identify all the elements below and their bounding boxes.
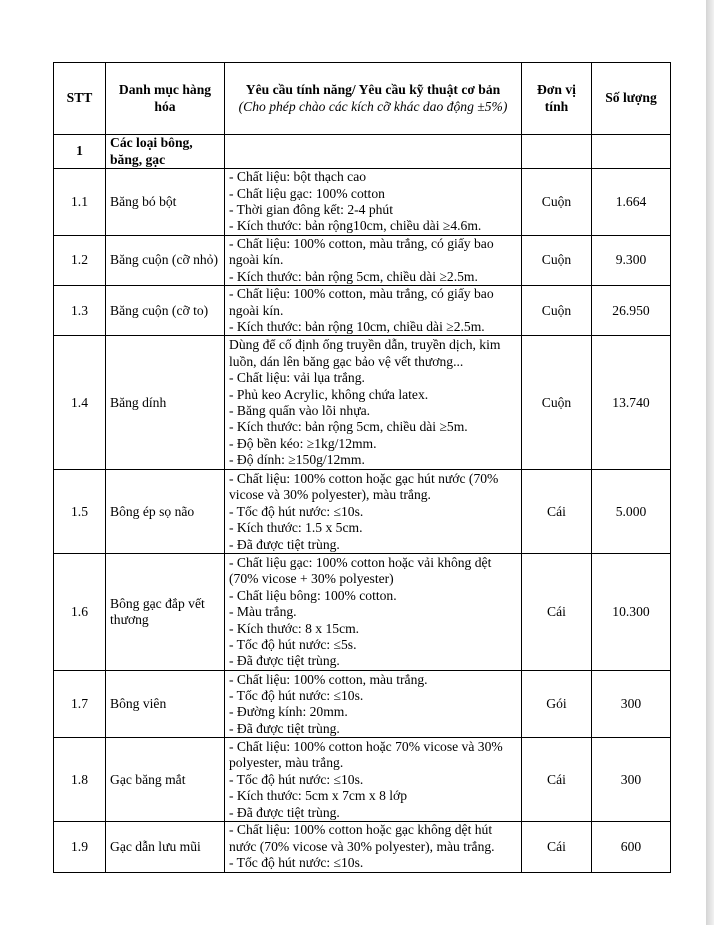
row-stt: 1.7: [54, 671, 106, 738]
row-specs: [225, 336, 522, 470]
spec-line: - Màu trắng.: [229, 604, 297, 620]
spec-line: - Tốc độ hút nước: ≤10s.: [229, 688, 364, 704]
group-qty-empty: [592, 135, 671, 169]
spec-line: - Kích thước: 5cm x 7cm x 8 lớp: [229, 788, 408, 804]
row-item-name: Băng cuộn (cỡ nhỏ): [106, 236, 225, 286]
row-stt: 1.8: [54, 738, 106, 822]
header-category: Danh mục hàng hóa: [106, 63, 225, 135]
table-row: [54, 169, 671, 236]
spec-line: - Chất liệu: 100% cotton hoặc gạc hút nước (70% vicose và 30% polyester), màu trắng.: [229, 470, 499, 503]
row-quantity: 13.740: [592, 336, 671, 470]
row-item-name: Bông viên: [106, 671, 225, 738]
spec-line: - Kích thước: bản rộng 5cm, chiều dài ≥5m.: [229, 419, 468, 435]
table-row: [54, 738, 671, 822]
table-row: [54, 286, 671, 336]
row-specs: [225, 738, 522, 822]
spec-line: - Phủ keo Acrylic, không chứa latex.: [229, 386, 429, 402]
row-unit: Cuộn: [522, 286, 592, 336]
spec-line: - Chất liệu: 100% cotton hoặc gạc không dệt hút nước (70% vicose và 30% polyester), màu trắng.: [229, 822, 495, 854]
row-unit: Cái: [522, 470, 592, 554]
row-specs: [225, 169, 522, 236]
group-unit-empty: [522, 135, 592, 169]
group-name: Các loại bông, băng, gạc: [106, 135, 225, 169]
header-stt: STT: [54, 63, 106, 135]
spec-line: - Chất liệu: bột thạch cao: [229, 169, 367, 185]
row-unit: Cuộn: [522, 169, 592, 236]
spec-line: - Tốc độ hút nước: ≤5s.: [229, 637, 357, 653]
spec-line: - Kích thước: 1.5 x 5cm.: [229, 520, 363, 536]
table-row: [54, 336, 671, 470]
row-stt: 1.4: [54, 336, 106, 470]
spec-line: Dùng để cố định ống truyền dẫn, truyền dịch, kim luồn, dán lên băng gạc bảo vệ vết thương...: [229, 337, 501, 369]
row-item-name: Băng bó bột: [106, 169, 225, 236]
group-stt: 1: [54, 135, 106, 169]
row-quantity: 5.000: [592, 470, 671, 554]
row-specs: [225, 671, 522, 738]
row-quantity: 300: [592, 671, 671, 738]
row-stt: 1.9: [54, 822, 106, 872]
row-stt: 1.5: [54, 470, 106, 554]
table-row: [54, 236, 671, 286]
spec-line: - Đã được tiệt trùng.: [229, 536, 340, 552]
spec-line: - Thời gian đông kết: 2-4 phút: [229, 202, 394, 217]
row-stt: 1.3: [54, 286, 106, 336]
row-quantity: 9.300: [592, 236, 671, 286]
row-unit: Cuộn: [522, 336, 592, 470]
spec-line: - Đã được tiệt trùng.: [229, 720, 340, 736]
row-quantity: 26.950: [592, 286, 671, 336]
row-specs: [225, 470, 522, 554]
row-quantity: 300: [592, 738, 671, 822]
header-quantity: Số lượng: [592, 63, 671, 135]
row-specs: [225, 554, 522, 671]
spec-line: - Chất liệu: vải lụa trắng.: [229, 370, 365, 386]
row-item-name: Băng dính: [106, 336, 225, 470]
spec-line: - Tốc độ hút nước: ≤10s.: [229, 771, 364, 787]
table-row: [54, 671, 671, 738]
row-unit: Cái: [522, 738, 592, 822]
table-header-row: [54, 63, 671, 135]
spec-line: - Tốc độ hút nước: ≤10s.: [229, 503, 364, 519]
row-unit: Cuộn: [522, 236, 592, 286]
row-specs: [225, 286, 522, 336]
row-stt: 1.1: [54, 169, 106, 236]
spec-line: - Chất liệu bông: 100% cotton.: [229, 587, 397, 603]
row-unit: Cái: [522, 554, 592, 671]
page-edge-shadow: [706, 0, 714, 925]
row-item-name: Băng cuộn (cỡ to): [106, 286, 225, 336]
spec-line: - Đã được tiệt trùng.: [229, 653, 340, 669]
spec-line: - Kích thước: 8 x 15cm.: [229, 620, 360, 636]
spec-line: - Độ dính: ≥150g/12mm.: [229, 452, 365, 468]
header-requirements-title: Yêu cầu tính năng/ Yêu cầu kỹ thuật cơ bản: [245, 82, 501, 98]
table-row: [54, 554, 671, 671]
goods-spec-table: [53, 62, 671, 873]
row-unit: Cái: [522, 822, 592, 872]
row-specs: [225, 236, 522, 286]
spec-line: - Đã được tiệt trùng.: [229, 804, 340, 820]
row-unit: Gói: [522, 671, 592, 738]
table-row: [54, 470, 671, 554]
spec-line: - Tốc độ hút nước: ≤10s.: [229, 855, 364, 871]
spec-line: - Chất liệu gạc: 100% cotton hoặc vải không dệt (70% vicose + 30% polyester): [229, 555, 492, 587]
group-row: [54, 135, 671, 169]
row-stt: 1.6: [54, 554, 106, 671]
spec-line: - Đường kính: 20mm.: [229, 704, 348, 720]
spec-line: - Chất liệu: 100% cotton, màu trắng.: [229, 671, 428, 687]
header-requirements: [225, 63, 522, 135]
header-unit: Đơn vị tính: [522, 63, 592, 135]
row-specs: [225, 822, 522, 872]
row-quantity: 1.664: [592, 169, 671, 236]
group-spec-empty: [225, 135, 522, 169]
row-item-name: Gạc băng mắt: [106, 738, 225, 822]
row-quantity: 10.300: [592, 554, 671, 671]
row-item-name: Bông ép sọ não: [106, 470, 225, 554]
spec-line: - Kích thước: bản rộng 10cm, chiều dài ≥2.5m.: [229, 319, 485, 335]
spec-line: - Chất liệu: 100% cotton, màu trắng, có giấy bao ngoài kín.: [229, 236, 494, 268]
spec-line: - Độ bền kéo: ≥1kg/12mm.: [229, 435, 377, 451]
spec-line: - Kích thước: bản rộng 5cm, chiều dài ≥2.5m.: [229, 268, 478, 284]
spec-line: - Chất liệu: 100% cotton, màu trắng, có giấy bao ngoài kín.: [229, 286, 494, 318]
row-item-name: Bông gạc đắp vết thương: [106, 554, 225, 671]
row-item-name: Gạc dẫn lưu mũi: [106, 822, 225, 872]
row-quantity: 600: [592, 822, 671, 872]
spec-line: - Chất liệu: 100% cotton hoặc 70% vicose và 30% polyester, màu trắng.: [229, 738, 503, 771]
row-stt: 1.2: [54, 236, 106, 286]
spec-line: - Băng quấn vào lõi nhựa.: [229, 402, 371, 418]
spec-line: - Kích thước: bản rộng10cm, chiều dài ≥4.6m.: [229, 218, 482, 234]
spec-line: - Chất liệu gạc: 100% cotton: [229, 185, 385, 201]
header-requirements-note: (Cho phép chào các kích cỡ khác dao động ±5%): [238, 98, 508, 114]
table-row: [54, 822, 671, 872]
